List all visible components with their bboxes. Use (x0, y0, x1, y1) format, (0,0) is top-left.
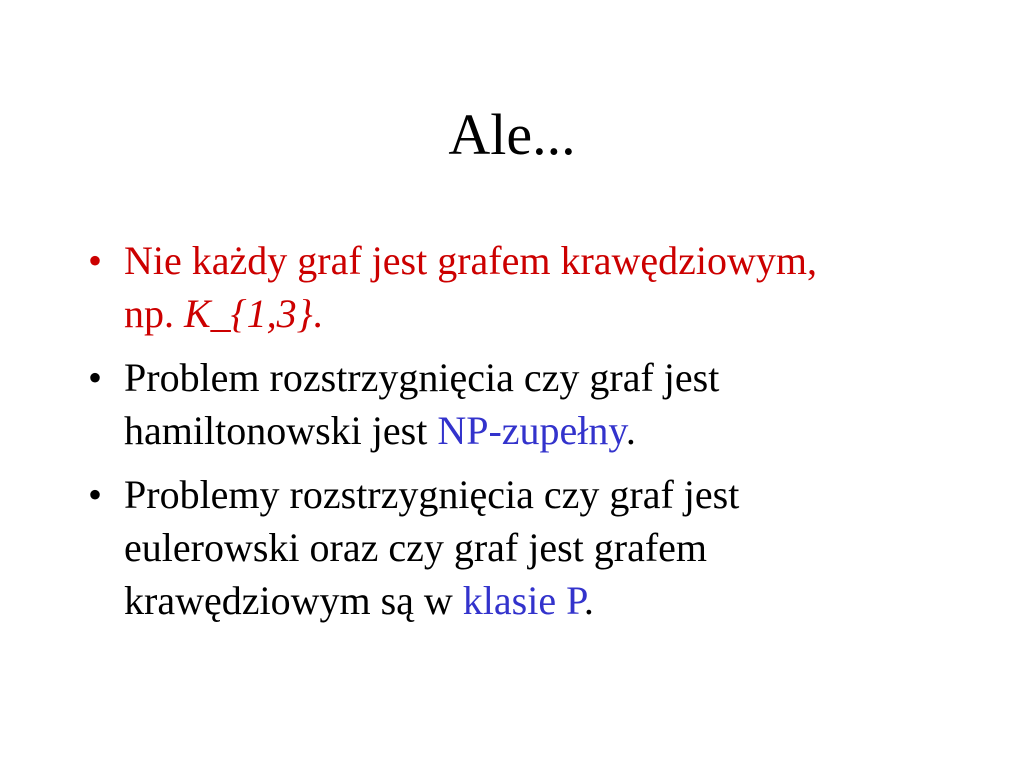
bullet-1-math: K_{1,3} (184, 291, 313, 336)
bullet-item-1 (82, 234, 942, 340)
bullet-3-line-3 (124, 574, 942, 627)
bullet-3-line-1: Problemy rozstrzygnięcia czy graf jest (124, 472, 740, 517)
bullet-2-line-1: Problem rozstrzygnięcia czy graf jest (124, 355, 720, 400)
bullet-2-prefix: hamiltonowski jest (124, 408, 438, 453)
bullet-2-line-2 (124, 404, 942, 457)
bullet-3-line-2: eulerowski oraz czy graf jest grafem (124, 525, 708, 570)
bullet-marker: • (88, 355, 103, 400)
bullet-1-suffix: . (312, 291, 323, 336)
bullet-item-2 (82, 351, 942, 457)
bullet-item-3 (82, 468, 942, 627)
bullet-1-line-2 (124, 287, 942, 340)
bullet-list (82, 234, 942, 638)
bullet-marker: • (88, 238, 103, 283)
bullet-3-suffix: . (583, 578, 594, 623)
bullet-3-prefix: krawędziowym są w (124, 578, 463, 623)
slide-title: Ale... (448, 102, 576, 167)
bullet-2-highlight: NP-zupełny (437, 408, 626, 453)
bullet-3-highlight: klasie P (462, 578, 584, 623)
bullet-2-suffix: . (625, 408, 636, 453)
bullet-marker: • (88, 472, 103, 517)
bullet-1-prefix: np. (124, 291, 184, 336)
bullet-1-line-1: Nie każdy graf jest grafem krawędziowym, (124, 238, 818, 283)
